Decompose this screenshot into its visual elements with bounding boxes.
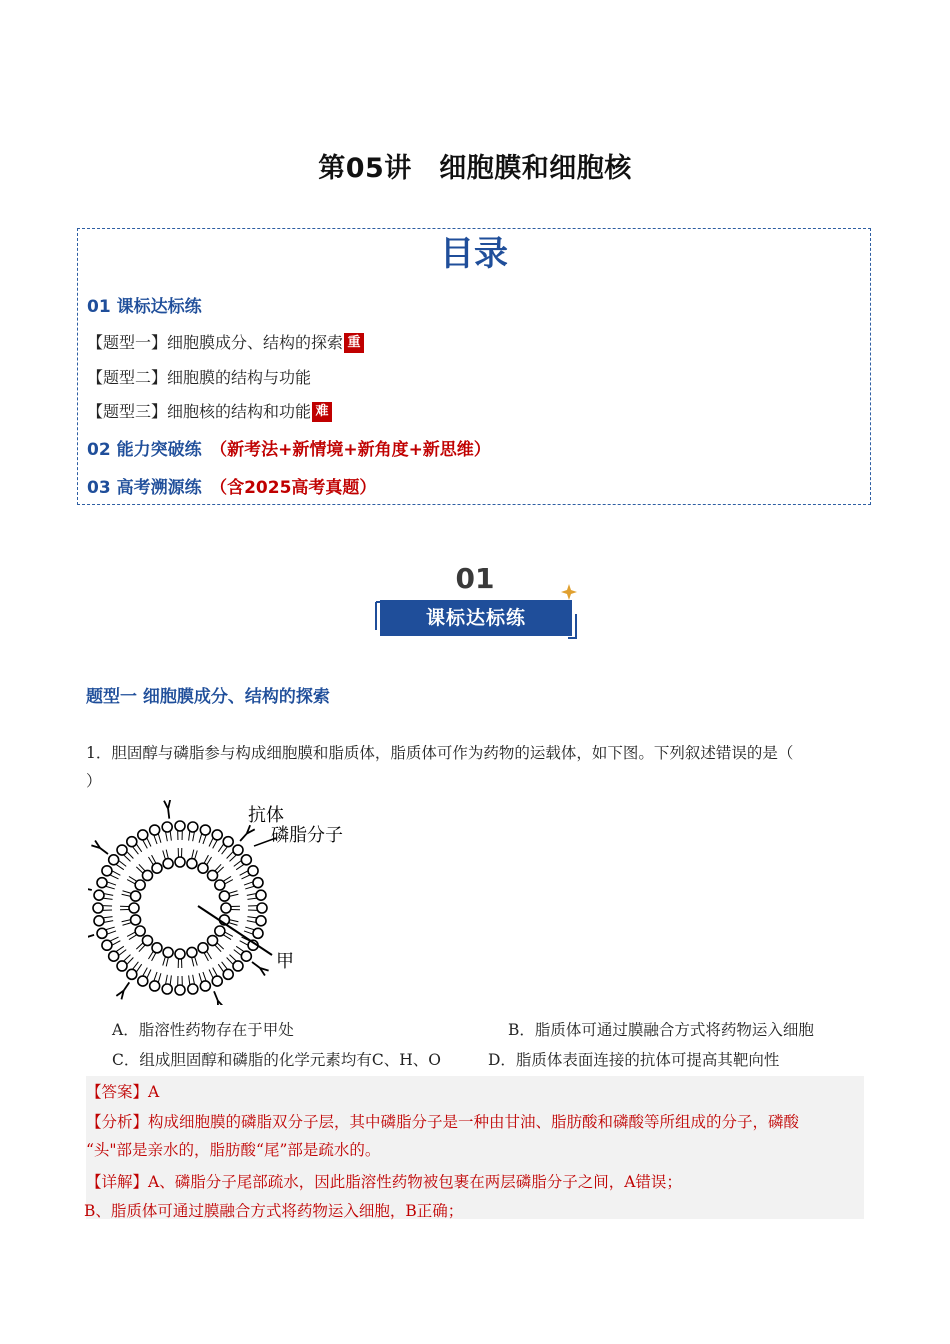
- phospholipid-head: [253, 878, 263, 888]
- phospholipid-head: [150, 825, 160, 835]
- toc-item-label: 【题型三】细胞核的结构和功能: [87, 402, 312, 421]
- phospholipid-head: [94, 916, 104, 926]
- toc-item-label: 【题型一】细胞膜成分、结构的探索: [87, 333, 344, 352]
- phospholipid-head: [256, 916, 266, 926]
- phospholipid-head: [142, 870, 152, 880]
- phospholipid-head: [129, 903, 139, 913]
- phospholipid-head: [208, 936, 218, 946]
- phospholipid-head: [117, 961, 127, 971]
- phospholipid-head: [163, 947, 173, 957]
- phospholipid-head: [102, 866, 112, 876]
- phospholipid-head: [163, 859, 173, 869]
- phospholipid-head: [117, 845, 127, 855]
- option-b[interactable]: B．脂质体可通过膜融合方式将药物运入细胞: [508, 1021, 814, 1039]
- detail-line-1: 【详解】A、磷脂分子尾部疏水，因此脂溶性药物被包裹在两层磷脂分子之间，A错误；: [86, 1173, 682, 1191]
- table-of-contents: [77, 228, 871, 505]
- phospholipid-head: [127, 969, 137, 979]
- phospholipid-head: [97, 928, 107, 938]
- phospholipid-head: [150, 981, 160, 991]
- phospholipid-head: [93, 903, 103, 913]
- section-heading: 题型一 细胞膜成分、结构的探索: [86, 687, 330, 707]
- phospholipid-head: [135, 926, 145, 936]
- toc-section-2-label: 02 能力突破练: [87, 440, 202, 460]
- toc-section-3-label: 03 高考溯源练: [87, 478, 202, 498]
- phospholipid-head: [241, 951, 251, 961]
- question-stem: [86, 738, 866, 796]
- phospholipid-head: [200, 981, 210, 991]
- phospholipid-head: [215, 926, 225, 936]
- option-c[interactable]: C．组成胆固醇和磷脂的化学元素均有C、H、O: [112, 1051, 441, 1069]
- phospholipid-head: [256, 890, 266, 900]
- toc-section-3[interactable]: [87, 473, 376, 498]
- phospholipid-head: [109, 951, 119, 961]
- difficulty-badge: 难: [312, 402, 332, 422]
- sparkle-icon: [561, 584, 577, 600]
- phospholipid-head: [175, 821, 185, 831]
- phospholipid-head: [219, 891, 229, 901]
- figure-label-phospholipid: 磷脂分子: [271, 825, 343, 846]
- phospholipid-head: [223, 969, 233, 979]
- phospholipid-head: [257, 903, 267, 913]
- phospholipid-head: [233, 845, 243, 855]
- phospholipid-head: [223, 837, 233, 847]
- phospholipid-head: [187, 947, 197, 957]
- toc-heading: 目录: [440, 234, 508, 274]
- phospholipid-head: [162, 822, 172, 832]
- answer-box: [86, 1076, 864, 1219]
- answer-line: 【答案】A: [86, 1083, 160, 1101]
- toc-item-label: 【题型二】细胞膜的结构与功能: [87, 368, 312, 387]
- phospholipid-head: [135, 880, 145, 890]
- phospholipid-head: [215, 880, 225, 890]
- analysis-line-1: 【分析】构成细胞膜的磷脂双分子层，其中磷脂分子是一种由甘油、脂肪酸和磷酸等所组成的分子，磷酸: [86, 1113, 800, 1131]
- phospholipid-head: [208, 870, 218, 880]
- question-stem-line-1: 1．胆固醇与磷脂参与构成细胞膜和脂质体，脂质体可作为药物的运载体，如下图。下列叙述错误的是（: [86, 744, 794, 762]
- toc-item-type-3[interactable]: [87, 399, 332, 422]
- phospholipid-head: [212, 976, 222, 986]
- phospholipid-head: [97, 878, 107, 888]
- phospholipid-head: [127, 837, 137, 847]
- phospholipid-head: [233, 961, 243, 971]
- phospholipid-head: [175, 857, 185, 867]
- toc-section-3-note: （含2025高考真题）: [218, 478, 377, 498]
- phospholipid-head: [142, 936, 152, 946]
- toc-item-type-1[interactable]: [87, 330, 364, 353]
- phospholipid-head: [198, 863, 208, 873]
- phospholipid-head: [175, 985, 185, 995]
- phospholipid-head: [94, 890, 104, 900]
- toc-item-type-2[interactable]: [87, 365, 311, 388]
- phospholipid-head: [162, 984, 172, 994]
- phospholipid-head: [221, 903, 231, 913]
- banner-number: 01: [455, 562, 495, 595]
- phospholipid-head: [138, 830, 148, 840]
- key-point-badge: 重: [344, 333, 364, 353]
- detail-line-2: B、脂质体可通过膜融合方式将药物运入细胞，B正确；: [84, 1202, 464, 1220]
- toc-section-1[interactable]: [87, 292, 202, 317]
- phospholipid-head: [109, 855, 119, 865]
- phospholipid-head: [200, 825, 210, 835]
- phospholipid-head: [253, 928, 263, 938]
- phospholipid-head: [131, 891, 141, 901]
- phospholipid-head: [188, 984, 198, 994]
- option-a[interactable]: A．脂溶性药物存在于甲处: [112, 1021, 294, 1039]
- figure-label-antibody: 抗体: [248, 805, 284, 826]
- figure-label-jia: 甲: [276, 951, 294, 972]
- analysis-line-2: “头"部是亲水的，脂肪酸“尾”部是疏水的。: [86, 1141, 381, 1159]
- option-d[interactable]: D．脂质体表面连接的抗体可提高其靶向性: [488, 1051, 780, 1069]
- banner-label: 课标达标练: [380, 600, 572, 636]
- phospholipid-head: [248, 866, 258, 876]
- page-title: 第05讲 细胞膜和细胞核: [318, 153, 632, 184]
- question-stem-line-2: ）: [86, 772, 102, 790]
- toc-section-2[interactable]: [87, 435, 491, 460]
- phospholipid-head: [187, 859, 197, 869]
- phospholipid-head: [152, 943, 162, 953]
- liposome-figure: [88, 800, 368, 1005]
- toc-section-2-note: （新考法+新情境+新角度+新思维）: [218, 440, 491, 460]
- phospholipid-head: [138, 976, 148, 986]
- phospholipid-head: [198, 943, 208, 953]
- toc-section-1-label: 01 课标达标练: [87, 297, 202, 317]
- phospholipid-head: [241, 855, 251, 865]
- phospholipid-head: [131, 915, 141, 925]
- phospholipid-head: [188, 822, 198, 832]
- phospholipid-head: [212, 830, 222, 840]
- phospholipid-head: [152, 863, 162, 873]
- phospholipid-head: [175, 949, 185, 959]
- phospholipid-head: [102, 940, 112, 950]
